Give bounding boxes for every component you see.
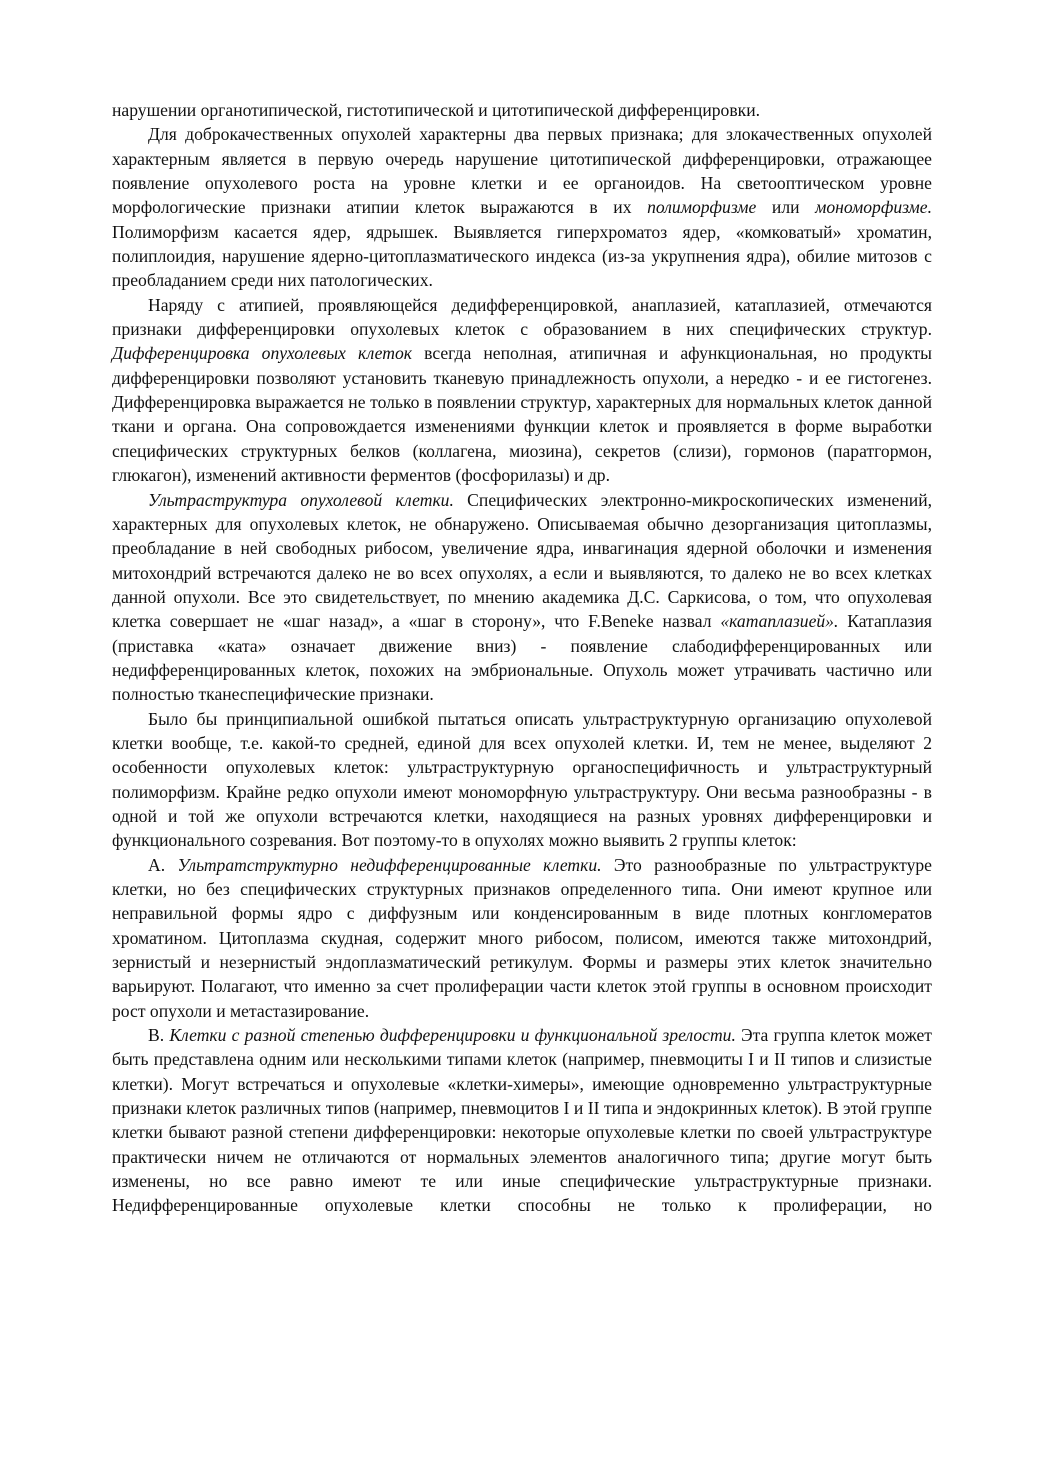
text-segment: Специфических электронно-микроскопических изменений, характерных для опухолевых клеток, не обнаружено. Описываемая обычно дезорганизация цитоплазмы, преобладание в ней свободных рибосом, увеличение ядра, инвагинация ядерной оболочки и изменения митохондрий встречаются далеко не во всех опухолях, а если и выявляются, то далеко не во всех клетках данной опухоли. Все это свидетельствует, по мнению академика Д.С. Саркисова, о том, что опухолевая клетка совершает не «шаг назад», а «шаг в сторону», что F.Beneke назвал — [112, 489, 933, 632]
italic-term: мономорфизме. — [815, 197, 932, 218]
paragraph — [112, 488, 932, 707]
text-segment: нарушении органотипической, гистотипической и цитотипической дифференцировки. — [112, 100, 761, 120]
text-segment: Это разнообразные по ультраструктуре клетки, но без специфических структурных признаков определенного типа. Они имеют крупное или неправильной формы ядро с диффузным или конденсированным в виде плотных конгломератов хроматином. Цитоплазма скудная, содержит много рибосом, полисом, имеются также митохондрий, зернистый и незернистый эндоплазматический ретикулум. Формы и размеры этих клеток значительно варьируют. Полагают, что именно за счет пролиферации части клеток этой группы в основном происходит рост опухоли и метастазирование. — [112, 854, 932, 1021]
text-segment: Было бы принципиальной ошибкой пытаться описать ультраструктурную организацию опухолевой клетки вообще, т.е. какой-то средней, единой для всех опухолей клетки. И, тем не менее, выделяют 2 особенности опухолевых клеток: ультраструктурную органоспецифичность и ультраструктурный полиморфизм. Крайне редко опухоли имеют мономорфную ультраструктуру. Они весьма разнообразны - в одной и той же опухоли встречаются клетки, находящиеся на разных уровнях дифференцировки и функционального созревания. Вот поэтому-то в опухолях можно выявить 2 группы клеток: — [112, 708, 932, 851]
italic-term: Дифференцировка опухолевых клеток — [112, 343, 412, 364]
paragraph — [112, 707, 932, 853]
italic-term: «катаплазией». — [720, 611, 839, 632]
italic-term: полиморфизме — [647, 197, 757, 218]
paragraph — [112, 98, 932, 122]
paragraph — [112, 1023, 932, 1218]
list-marker: В. — [148, 1025, 170, 1046]
list-marker: А. — [148, 854, 178, 875]
text-segment: Катаплазия (приставка «ката» означает движение вниз) - появление слабодифференцированных или недифференцированных клеток, похожих на эмбриональные. Опухоль может утрачивать частично или полностью тканеспецифические признаки. — [112, 611, 932, 705]
text-segment: Наряду с атипией, проявляющейся дедифференцировкой, анаплазией, катаплазией, отмечаются признаки дифференцировки опухолевых клеток с образованием в них специфических структур. — [112, 294, 932, 340]
italic-heading: Ультраструктура опухолевой клетки. — [148, 489, 454, 510]
text-segment: всегда неполная, атипичная и афункциональная, но продукты дифференцировки позволяют установить тканевую принадлежность опухоли, а нередко - и ее гистогенез. Дифференцировка выражается не только в появлении структур, характерных для нормальных клеток данной ткани и органа. Она сопровождается изменениями функции клеток и проявляется в форме выработки специфических структурных белков (коллагена, миозина), секретов (слизи), гормонов (паратгормон, глюкагон), изменений активности ферментов (фосфорилазы) и др. — [112, 343, 932, 486]
text-segment: Для доброкачественных опухолей характерны два первых признака; для злокачественных опухолей характерным является в первую очередь нарушение цитотипической дифференцировки, отражающее появление опухолевого роста на уровне клетки и ее органоидов. На светооптическом уровне морфологические признаки атипии клеток выражаются в их — [112, 124, 932, 218]
text-segment: Эта группа клеток может быть представлена одним или несколькими типами клеток (например, пневмоциты I и II типов и слизистые клетки). Могут встречаться и опухолевые «клетки-химеры», имеющие одновременно ультраструктурные признаки клеток различных типов (например, пневмоцитов I и II типа и эндокринных клеток). В этой группе клетки бывают разной степени дифференцировки: некоторые опухолевые клетки по своей ультраструктуре практически ничем не отличаются от нормальных элементов аналогичного типа; другие могут быть изменены, но все равно имеют те или иные специфические ультраструктурные признаки. Недифференцированные опухолевые клетки способны не только к пролиферации, но — [112, 1025, 932, 1216]
paragraph — [112, 853, 932, 1023]
document-page — [112, 98, 932, 1218]
text-segment: Полиморфизм касается ядер, ядрышек. Выявляется гиперхроматоз ядер, «комковатый» хроматин, полиплоидия, нарушение ядерно-цитоплазматического индекса (из-за укрупнения ядра), обилие митозов с преобладанием среди них патологических. — [112, 221, 932, 291]
paragraph — [112, 122, 932, 292]
text-segment: или — [756, 197, 816, 218]
italic-heading: Клетки с разной степенью дифференцировки и функциональной зрелости. — [169, 1025, 736, 1046]
italic-heading: Ультратструктурно недифференцированные клетки. — [177, 854, 602, 875]
paragraph — [112, 293, 932, 488]
